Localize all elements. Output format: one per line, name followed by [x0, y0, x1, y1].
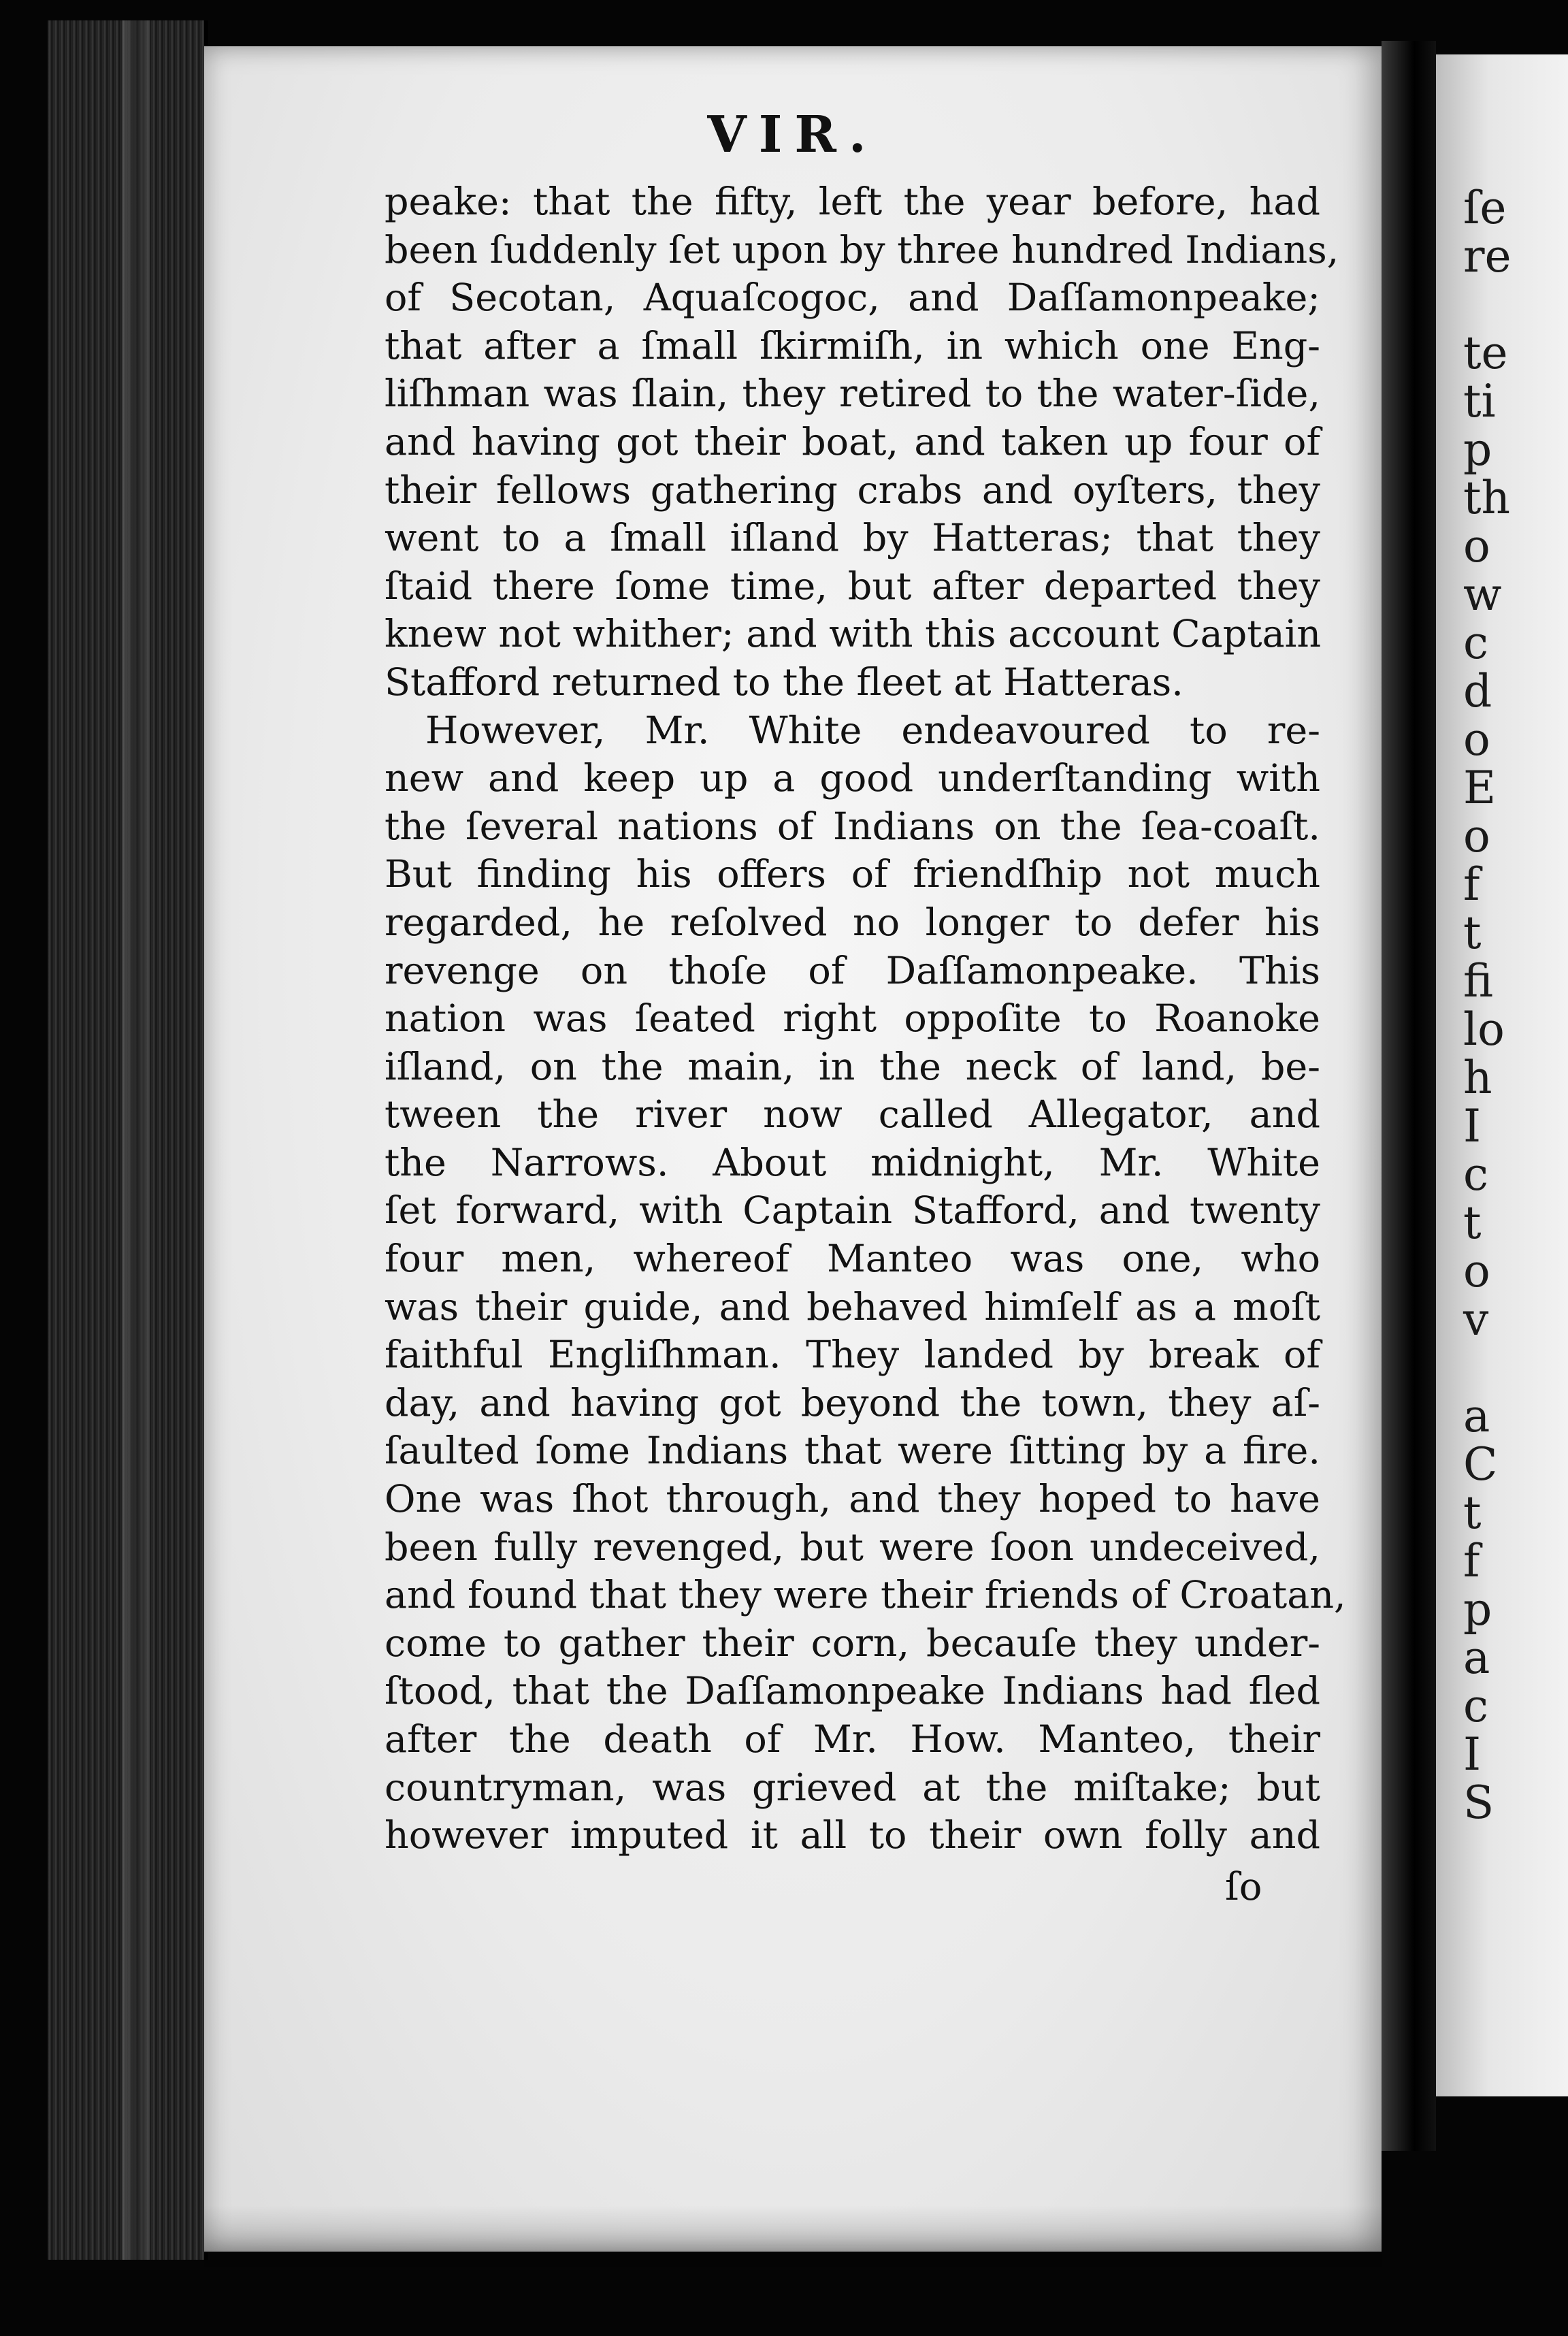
text-line: new and keep up a good underſtanding with — [385, 756, 1320, 801]
text-line: ſtaid there ſome time, but after departed they — [385, 564, 1320, 609]
running-head: VIR. — [707, 106, 879, 164]
facing-line: lo — [1463, 1003, 1505, 1056]
facing-line: C — [1463, 1438, 1498, 1491]
text-line: ſtood, that the Daſſamonpeake Indians had fled — [385, 1669, 1320, 1714]
facing-line: t — [1463, 1487, 1482, 1539]
facing-line: p — [1463, 423, 1492, 476]
text-line: went to a ſmall iſland by Hatteras; that they — [385, 516, 1320, 561]
facing-line: o — [1463, 713, 1490, 766]
text-line: the Narrows. About midnight, Mr. White — [385, 1140, 1320, 1185]
text-line: countryman, was grieved at the miſtake; but — [385, 1765, 1320, 1810]
facing-line: t — [1463, 907, 1482, 959]
text-line: However, Mr. White endeavoured to re- — [425, 708, 1320, 753]
text-line: was their guide, and behaved himſelf as a moſt — [385, 1284, 1320, 1329]
facing-line: a — [1463, 1390, 1490, 1442]
facing-line: w — [1463, 568, 1502, 621]
text-line: day, and having got beyond the town, they aſ- — [385, 1380, 1320, 1425]
text-line: and having got their boat, and taken up four of — [385, 419, 1320, 464]
text-line: revenge on thoſe of Daſſamonpeake. This — [385, 948, 1320, 993]
facing-line: fi — [1463, 955, 1494, 1007]
facing-line: d — [1463, 665, 1492, 717]
catchword: ſo — [1225, 1865, 1262, 1909]
facing-line: c — [1463, 1680, 1488, 1732]
text-line: and found that they were their friends of Croatan, — [385, 1573, 1346, 1618]
text-line: knew not whither; and with this account Captain — [385, 612, 1322, 657]
facing-line: f — [1463, 1535, 1480, 1587]
facing-line — [1463, 280, 1565, 329]
text-line: the ſeveral nations of Indians on the ſea-coaſt. — [385, 804, 1320, 849]
text-line: tween the river now called Allegator, and — [385, 1092, 1320, 1137]
facing-line: p — [1463, 1583, 1492, 1636]
facing-line: th — [1463, 472, 1511, 524]
facing-line: E — [1463, 762, 1497, 814]
text-line: liſhman was ſlain, they retired to the water-ſide, — [385, 372, 1320, 417]
facing-line: ſe — [1463, 182, 1507, 234]
text-line: faithful Engliſhman. They landed by break of — [385, 1333, 1320, 1378]
facing-line: f — [1463, 858, 1480, 911]
facing-line — [1463, 1344, 1565, 1392]
facing-line: t — [1463, 1197, 1482, 1249]
facing-line: ti — [1463, 375, 1496, 427]
text-line: been fully revenged, but were ſoon undeceived, — [385, 1525, 1320, 1570]
facing-line: o — [1463, 1245, 1490, 1297]
body-text — [385, 178, 1346, 1860]
facing-line: h — [1463, 1052, 1492, 1104]
page-bottom-shadow — [204, 2205, 1382, 2267]
text-line: come to gather their corn, becauſe they under- — [385, 1621, 1320, 1666]
facing-line: S — [1463, 1777, 1494, 1829]
text-line: been ſuddenly ſet upon by three hundred Indians, — [385, 227, 1339, 272]
facing-line: re — [1463, 230, 1512, 282]
text-line: peake: that the fifty, left the year before, had — [385, 180, 1320, 224]
text-line: ſet forward, with Captain Stafford, and twenty — [385, 1188, 1320, 1233]
facing-line: v — [1463, 1293, 1489, 1346]
text-line: nation was ſeated right oppoſite to Roanoke — [385, 996, 1320, 1041]
book-gutter — [1382, 41, 1436, 2151]
facing-line: c — [1463, 1148, 1488, 1201]
text-line: however imputed it all to their own folly and — [385, 1813, 1320, 1858]
facing-line: o — [1463, 520, 1490, 572]
text-line: iſland, on the main, in the neck of land, be- — [385, 1044, 1320, 1089]
facing-line: I — [1463, 1100, 1482, 1152]
text-line: One was ſhot through, and they hoped to have — [385, 1477, 1320, 1522]
text-line: But finding his offers of friendſhip not much — [385, 852, 1320, 897]
text-line: after the death of Mr. How. Manteo, their — [385, 1717, 1320, 1762]
text-line: ſaulted ſome Indians that were ſitting by a fire. — [385, 1429, 1320, 1474]
text-line: their fellows gathering crabs and oyſters, they — [385, 468, 1320, 513]
facing-line: te — [1463, 327, 1508, 379]
text-line: four men, whereof Manteo was one, who — [385, 1237, 1320, 1282]
book-page-edges — [48, 20, 208, 2260]
facing-page-text — [1463, 184, 1565, 1827]
text-line: regarded, he reſolved no longer to defer his — [385, 900, 1320, 945]
text-line: Stafford returned to the fleet at Hatteras. — [385, 660, 1183, 704]
facing-line: o — [1463, 810, 1490, 862]
text-line: that after a ſmall ſkirmiſh, in which one Eng- — [385, 323, 1320, 368]
facing-line: c — [1463, 617, 1488, 669]
facing-line: a — [1463, 1632, 1490, 1684]
facing-line: I — [1463, 1728, 1482, 1781]
text-line: of Secotan, Aquaſcogoc, and Daſſamonpeake; — [385, 276, 1320, 321]
